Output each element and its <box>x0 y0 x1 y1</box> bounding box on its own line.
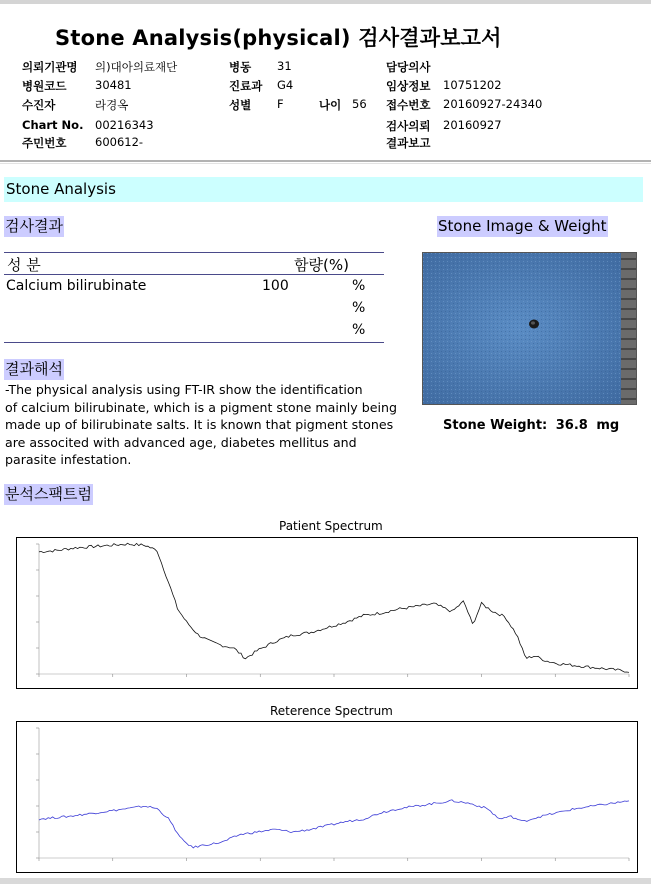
row1-component: Calcium bilirubinate <box>6 278 147 294</box>
header-divider <box>0 160 651 162</box>
interpretation-line: made up of bilirubinate salts. It is known that pigment stones <box>5 417 394 432</box>
patient-spectrum-title: Patient Spectrum <box>279 519 383 533</box>
result-heading: 검사결과 <box>5 217 63 235</box>
agency-value: 의)대아의료재단 <box>95 60 178 74</box>
row1-value: 100 <box>262 278 289 294</box>
interpretation-text <box>5 381 410 469</box>
interpretation-line: -The physical analysis using FT-IR show the identification <box>5 382 363 397</box>
stone-weight <box>443 418 619 433</box>
reference-spectrum-title: Reterence Spectrum <box>270 704 393 718</box>
ward-label: 병동 <box>229 60 252 74</box>
interpretation-heading: 결과해석 <box>5 360 63 378</box>
stone-weight-label: Stone Weight: <box>443 418 548 433</box>
doctor-label: 담당의사 <box>386 60 431 74</box>
stone-weight-unit: mg <box>596 418 620 433</box>
request-date-label: 검사의뢰 <box>386 119 431 133</box>
row2-unit: % <box>352 300 366 316</box>
interpretation-line: parasite infestation. <box>5 452 132 467</box>
spectrum-series-line <box>39 543 629 672</box>
top-border <box>0 0 651 4</box>
age-label: 나이 <box>319 98 342 112</box>
agency-row <box>22 59 78 75</box>
interpretation-line: of calcium bilirubinate, which is a pigment stone mainly being <box>5 399 397 415</box>
receipt-value: 20160927-24340 <box>443 97 543 111</box>
col-component: 성 분 <box>7 256 41 274</box>
table-bottom-line <box>4 342 384 343</box>
reference-spectrum-chart <box>16 721 638 873</box>
spectrum-heading: 분석스팩트럼 <box>5 485 92 503</box>
chart-no-label: Chart No. <box>22 118 84 132</box>
table-top-line <box>4 252 384 253</box>
stone-photo <box>422 252 637 405</box>
col-content: 함량(%) <box>294 256 349 274</box>
sex-label: 성별 <box>229 98 252 112</box>
patient-value: 라경옥 <box>95 98 129 112</box>
bottom-border <box>0 878 651 884</box>
stone-heading: Stone Image & Weight <box>438 217 607 235</box>
department-label: 진료과 <box>229 79 263 93</box>
section-title: Stone Analysis <box>6 180 116 198</box>
section-band <box>4 177 643 202</box>
chart-no-value: 00216343 <box>95 118 154 132</box>
ward-value: 31 <box>277 59 292 73</box>
stone-weight-value: 36.8 <box>555 418 588 433</box>
table-header-line <box>4 274 384 275</box>
request-date-value: 20160927 <box>443 118 502 132</box>
spectrum-svg <box>17 538 637 688</box>
patient-label: 수진자 <box>22 98 56 112</box>
agency-label: 의뢰기관명 <box>22 60 78 74</box>
receipt-label: 접수번호 <box>386 98 431 112</box>
department-value: G4 <box>277 78 294 92</box>
clinical-info-label: 임상정보 <box>386 79 431 93</box>
report-date-label: 결과보고 <box>386 136 431 150</box>
rrn-value: 600612- <box>95 135 144 149</box>
spectrum-svg <box>17 722 637 872</box>
hospital-code-value: 30481 <box>95 78 132 92</box>
spectrum-series-line <box>39 800 629 848</box>
interpretation-line: are associted with advanced age, diabetes mellitus and <box>5 434 357 450</box>
row1-unit: % <box>352 278 366 294</box>
stone-photo-graphic <box>423 253 636 404</box>
sex-value: F <box>277 97 284 111</box>
row3-unit: % <box>352 322 366 338</box>
patient-spectrum-chart <box>16 537 638 689</box>
rrn-label: 주민번호 <box>22 136 67 150</box>
clinical-info-value: 10751202 <box>443 78 502 92</box>
hospital-code-label: 병원코드 <box>22 79 67 93</box>
age-value: 56 <box>352 97 367 111</box>
report-title: Stone Analysis(physical) 검사결과보고서 <box>55 26 502 50</box>
header-divider-light <box>0 163 651 164</box>
